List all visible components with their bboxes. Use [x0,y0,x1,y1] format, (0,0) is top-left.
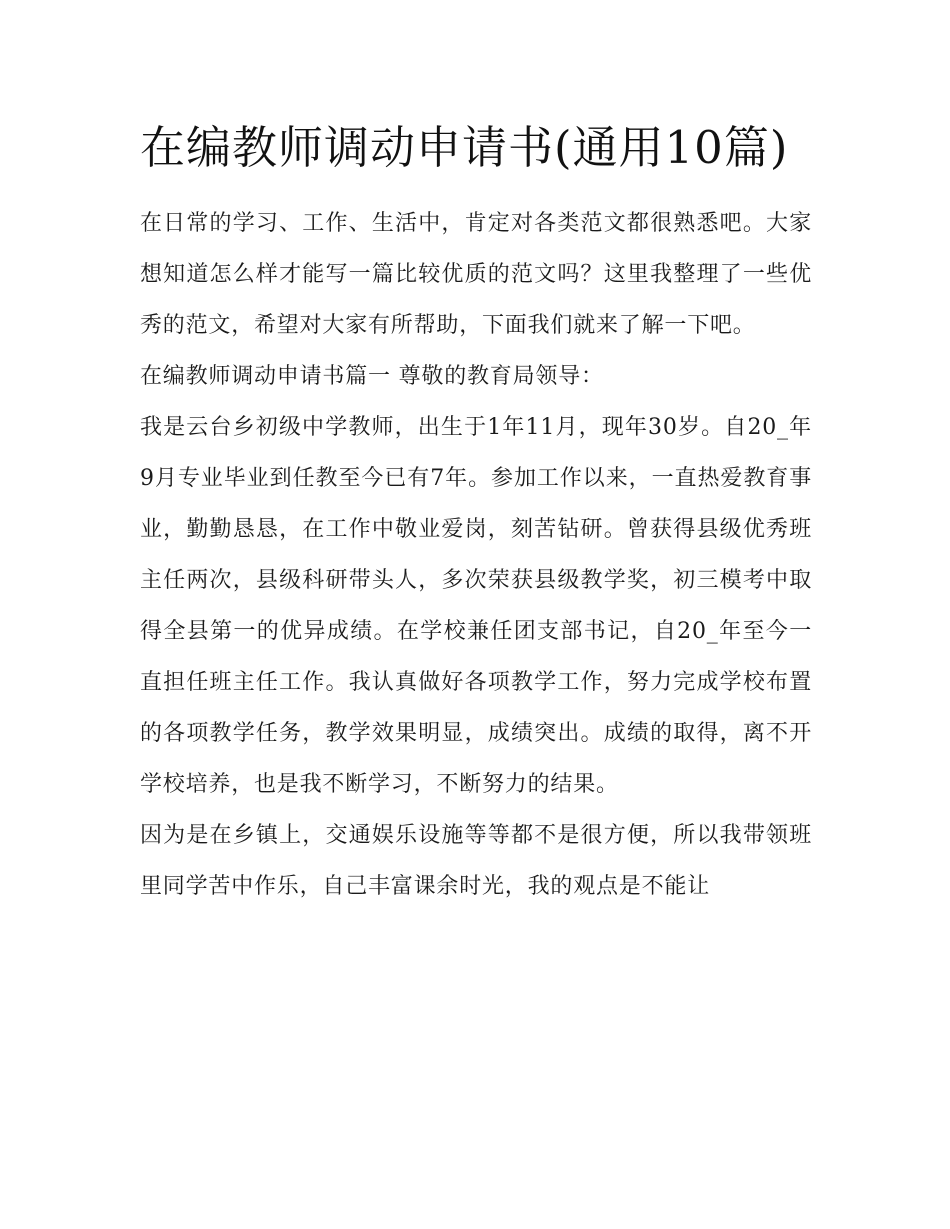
body-paragraph: 因为是在乡镇上，交通娱乐设施等等都不是很方便，所以我带领班里同学苦中作乐，自己丰富课余时光，我的观点是不能让 [140,823,812,899]
intro-paragraph: 在日常的学习、工作、生活中，肯定对各类范文都很熟悉吧。大家想知道怎么样才能写一篇比较优质的范文吗？这里我整理了一些优秀的范文，希望对大家有所帮助，下面我们就来了解一下吧。 [140,211,812,338]
document-title: 在编教师调动申请书(通用10篇) [140,121,789,174]
body-paragraph: 我是云台乡初级中学教师，出生于1年11月，现年30岁。自20_年9月专业毕业到任教至今已有7年。参加工作以来，一直热爱教育事业，勤勤恳恳，在工作中敬业爱岗，刻苦钻研。曾获得县级优秀班主任两次，县级科研带头人，多次荣获县级教学奖，初三模考中取得全县第一的优异成绩。在学校兼任团支部书记，自20_年至今一直担任班主任工作。我认真做好各项教学工作，努力完成学校布置的各项教学任务，教学效果明显，成绩突出。成绩的取得，离不开学校培养，也是我不断学习，不断努力的结果。 [140,415,812,797]
section-heading-paragraph: 在编教师调动申请书篇一 尊敬的教育局领导： [140,364,604,389]
document-body [140,112,812,912]
